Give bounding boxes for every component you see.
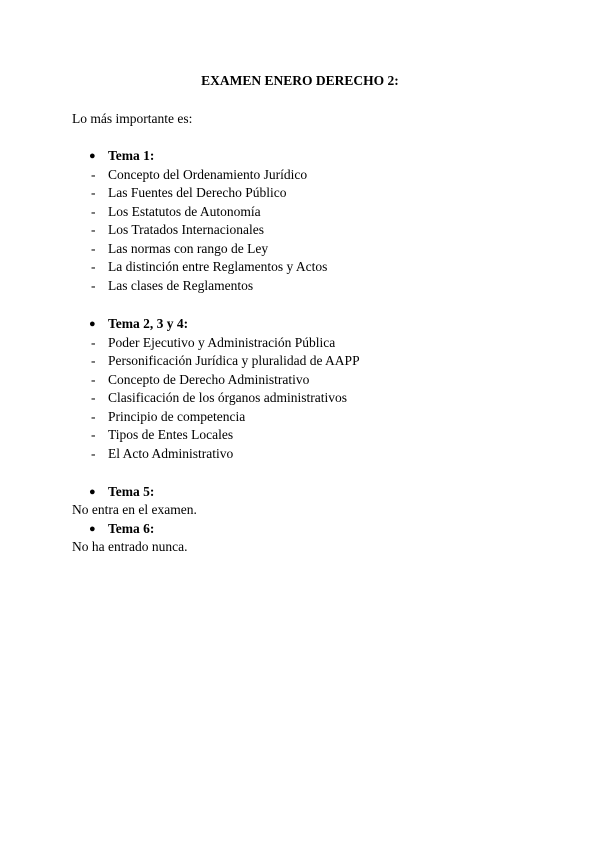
list-item xyxy=(72,277,552,296)
document-title: EXAMEN ENERO DERECHO 2: xyxy=(201,73,399,88)
list-item-label: La distinción entre Reglamentos y Actos xyxy=(108,259,328,274)
list-item xyxy=(72,389,552,408)
intro-text: Lo más importante es: xyxy=(72,111,193,126)
section-note-tema-5 xyxy=(72,501,552,520)
dash-icon: - xyxy=(91,371,96,387)
list-item-label: Clasificación de los órganos administrativos xyxy=(108,390,347,405)
list-item xyxy=(72,408,552,427)
list-item xyxy=(72,371,552,390)
section-note-tema-6 xyxy=(72,538,552,557)
list-item-label: Los Estatutos de Autonomía xyxy=(108,203,261,219)
list-item-label: Los Tratados Internacionales xyxy=(108,222,264,237)
dash-icon: - xyxy=(91,408,96,424)
section-heading-label: Tema 6: xyxy=(108,521,155,536)
topic-list xyxy=(72,166,552,296)
list-item-label: Concepto de Derecho Administrativo xyxy=(108,371,310,387)
list-item-label: Principio de competencia xyxy=(108,408,246,424)
dash-icon: - xyxy=(91,390,96,405)
list-item xyxy=(72,352,552,371)
dash-icon: - xyxy=(91,240,96,256)
section-tema-2-3-4 xyxy=(72,315,552,463)
list-item xyxy=(72,240,552,259)
bullet-icon: ● xyxy=(89,318,96,330)
bullet-icon: ● xyxy=(89,150,96,162)
list-item xyxy=(72,166,552,185)
list-item xyxy=(72,184,552,203)
section-heading xyxy=(72,520,552,539)
list-item-label: Personificación Jurídica y pluralidad de AAPP xyxy=(108,353,360,368)
section-heading-label: Tema 5: xyxy=(108,484,155,499)
list-item-label: Concepto del Ordenamiento Jurídico xyxy=(108,166,308,182)
list-item-label: Tipos de Entes Locales xyxy=(108,427,234,442)
list-item xyxy=(72,445,552,464)
dash-icon: - xyxy=(91,334,96,350)
dash-icon: - xyxy=(91,203,96,219)
list-item xyxy=(72,426,552,445)
section-heading xyxy=(72,483,552,502)
list-item xyxy=(72,221,552,240)
dash-icon: - xyxy=(91,277,96,293)
dash-icon: - xyxy=(91,222,96,237)
list-item-label: Las Fuentes del Derecho Público xyxy=(108,185,287,200)
section-heading xyxy=(72,315,552,334)
list-item xyxy=(72,258,552,277)
bullet-icon: ● xyxy=(89,486,96,498)
section-tema-5 xyxy=(72,483,552,502)
list-item-label: Poder Ejecutivo y Administración Pública xyxy=(108,334,336,350)
list-item-label: El Acto Administrativo xyxy=(108,445,234,461)
list-item xyxy=(72,203,552,222)
list-item-label: Las clases de Reglamentos xyxy=(108,277,254,293)
section-tema-6 xyxy=(72,520,552,539)
bullet-icon: ● xyxy=(89,523,96,535)
note-text: No entra en el examen. xyxy=(72,502,197,517)
section-heading-label: Tema 2, 3 y 4: xyxy=(108,316,189,331)
dash-icon: - xyxy=(91,445,96,461)
dash-icon: - xyxy=(91,259,96,274)
dash-icon: - xyxy=(91,353,96,368)
topic-list xyxy=(72,334,552,464)
list-item xyxy=(72,334,552,353)
dash-icon: - xyxy=(91,185,96,200)
list-item-label: Las normas con rango de Ley xyxy=(108,240,269,256)
note-text: No ha entrado nunca. xyxy=(72,539,188,554)
section-tema-1 xyxy=(72,147,552,295)
section-heading xyxy=(72,147,552,166)
dash-icon: - xyxy=(91,166,96,182)
dash-icon: - xyxy=(91,427,96,442)
section-heading-label: Tema 1: xyxy=(108,148,155,163)
